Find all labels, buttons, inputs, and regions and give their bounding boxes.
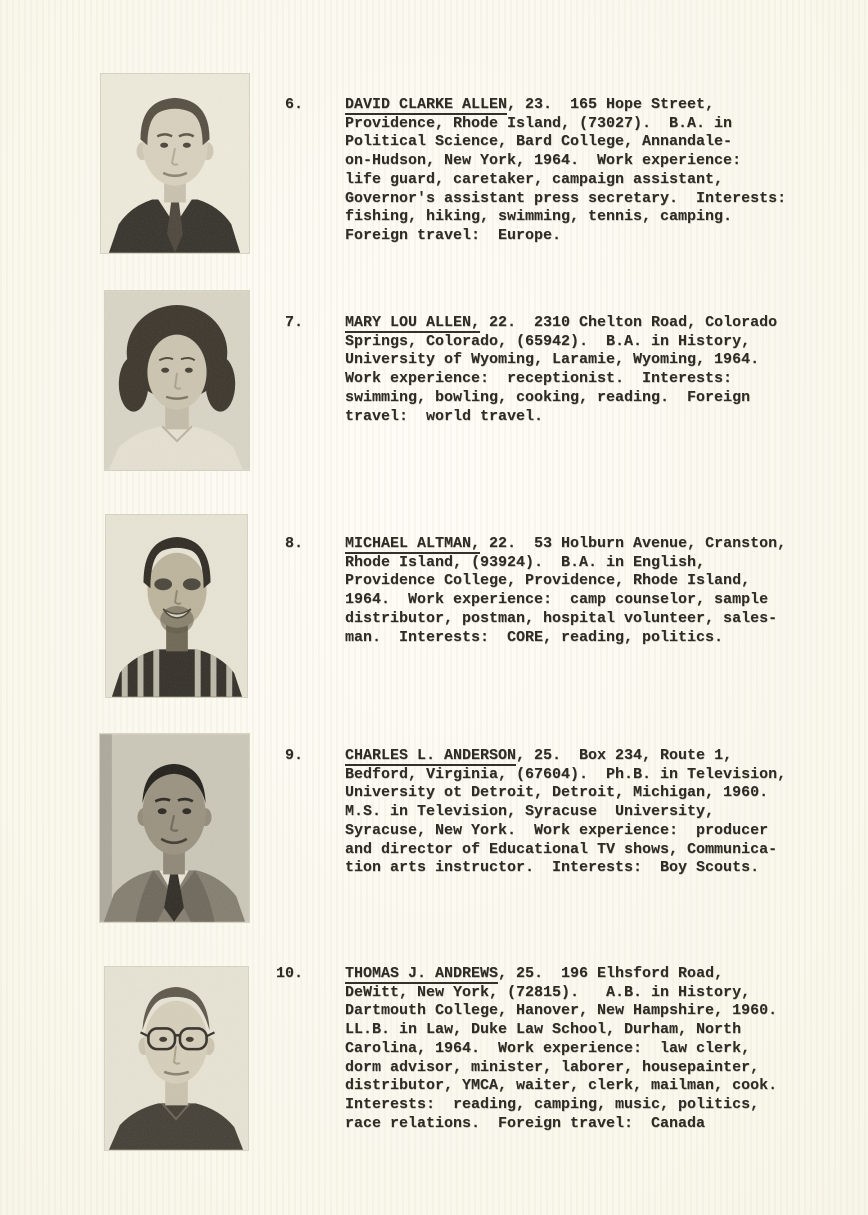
- bio-line: LL.B. in Law, Duke Law School, Durham, North: [345, 1021, 742, 1039]
- bio-line: travel: world travel.: [345, 407, 544, 425]
- bio-first-line: [345, 535, 786, 554]
- bio-text: [345, 747, 786, 878]
- entry-number: 10.: [275, 965, 303, 982]
- portrait-illustration: [106, 515, 247, 697]
- bio-line: on-Hudson, New York, 1964. Work experience:: [345, 152, 742, 170]
- bio-line: Dartmouth College, Hanover, New Hampshire, 1960.: [345, 1002, 778, 1020]
- portrait-illustration: [100, 734, 249, 922]
- film-grain: [101, 74, 249, 253]
- film-grain: [105, 967, 248, 1149]
- bio-first-line: [345, 314, 777, 333]
- bio-text: [345, 965, 777, 1133]
- bio-text: [345, 314, 777, 426]
- bio-line: Governor's assistant press secretary. Interests:: [345, 189, 787, 207]
- bio-line: Foreign travel: Europe.: [345, 226, 562, 244]
- portrait-photo-entry-8: [105, 514, 248, 698]
- bio-line: Providence, Rhode Island, (73027). B.A. in: [345, 114, 733, 132]
- bio-first-line: [345, 747, 786, 766]
- bio-lines: [345, 333, 777, 427]
- portrait-photo-entry-10: [104, 966, 249, 1151]
- bio-line: Bedford, Virginia, (67604). Ph.B. in Television,: [345, 765, 787, 783]
- film-grain: [105, 291, 249, 470]
- bio-first-line-rest: 22. 53 Holburn Avenue, Cranston,: [480, 535, 787, 552]
- entry-number: 8.: [284, 535, 303, 552]
- portrait-illustration: [105, 291, 249, 470]
- bio-first-line-rest: , 23. 165 Hope Street,: [507, 96, 715, 113]
- bio-line: University ot Detroit, Detroit, Michigan, 1960.: [345, 784, 769, 802]
- bio-line: Rhode Island, (93924). B.A. in English,: [345, 553, 706, 571]
- bio-line: DeWitt, New York, (72815). A.B. in History,: [345, 983, 751, 1001]
- portrait-photo-entry-7: [104, 290, 250, 471]
- portrait-photo-entry-9: [99, 733, 250, 923]
- bio-first-line: [345, 96, 786, 115]
- person-name: DAVID CLARKE ALLEN: [345, 96, 508, 113]
- bio-line: Providence College, Providence, Rhode Island,: [345, 572, 751, 590]
- entry-number: 9.: [284, 747, 303, 764]
- bio-first-line: [345, 965, 777, 984]
- bio-line: Carolina, 1964. Work experience: law clerk,: [345, 1039, 751, 1057]
- bio-first-line-rest: , 25. Box 234, Route 1,: [516, 747, 733, 764]
- bio-lines: [345, 766, 786, 878]
- bio-line: Interests: reading, camping, music, politics,: [345, 1095, 760, 1113]
- film-grain: [106, 515, 247, 696]
- bio-line: Syracuse, New York. Work experience: producer: [345, 821, 769, 839]
- person-name: MICHAEL ALTMAN,: [345, 535, 481, 552]
- person-name: THOMAS J. ANDREWS: [345, 965, 499, 982]
- portrait-illustration: [105, 967, 248, 1150]
- bio-first-line-rest: 22. 2310 Chelton Road, Colorado: [480, 314, 778, 331]
- person-name: CHARLES L. ANDERSON: [345, 747, 517, 764]
- person-name: MARY LOU ALLEN,: [345, 314, 481, 331]
- entry-number: 7.: [284, 314, 303, 331]
- film-grain: [100, 734, 249, 921]
- bio-line: fishing, hiking, swimming, tennis, camping.: [345, 208, 733, 226]
- bio-line: Springs, Colorado, (65942). B.A. in History,: [345, 332, 751, 350]
- bio-line: M.S. in Television, Syracuse University,: [345, 803, 715, 821]
- bio-line: Work experience: receptionist. Interests:: [345, 370, 733, 388]
- bio-line: University of Wyoming, Laramie, Wyoming, 1964.: [345, 351, 760, 369]
- portrait-photo-entry-6: [100, 73, 250, 254]
- bio-lines: [345, 115, 786, 246]
- portrait-illustration: [101, 74, 249, 253]
- bio-text: [345, 96, 786, 246]
- bio-line: tion arts instructor. Interests: Boy Scouts.: [345, 859, 760, 877]
- bio-line: dorm advisor, minister, laborer, housepainter,: [345, 1058, 760, 1076]
- bio-line: life guard, caretaker, campaign assistant,: [345, 170, 724, 188]
- bio-line: Political Science, Bard College, Annandale-: [345, 133, 733, 151]
- bio-line: swimming, bowling, cooking, reading. Foreign: [345, 388, 751, 406]
- bio-text: [345, 535, 786, 647]
- bio-lines: [345, 554, 786, 648]
- entry-number: 6.: [284, 96, 303, 113]
- bio-first-line-rest: , 25. 196 Elhsford Road,: [498, 965, 724, 982]
- bio-line: 1964. Work experience: camp counselor, sample: [345, 591, 769, 609]
- bio-line: distributor, YMCA, waiter, clerk, mailman, cook.: [345, 1077, 778, 1095]
- bio-line: and director of Educational TV shows, Communica-: [345, 840, 778, 858]
- bio-line: man. Interests: CORE, reading, politics.: [345, 628, 724, 646]
- bio-lines: [345, 984, 777, 1134]
- bio-line: race relations. Foreign travel: Canada: [345, 1114, 706, 1132]
- bio-line: distributor, postman, hospital volunteer, sales-: [345, 609, 778, 627]
